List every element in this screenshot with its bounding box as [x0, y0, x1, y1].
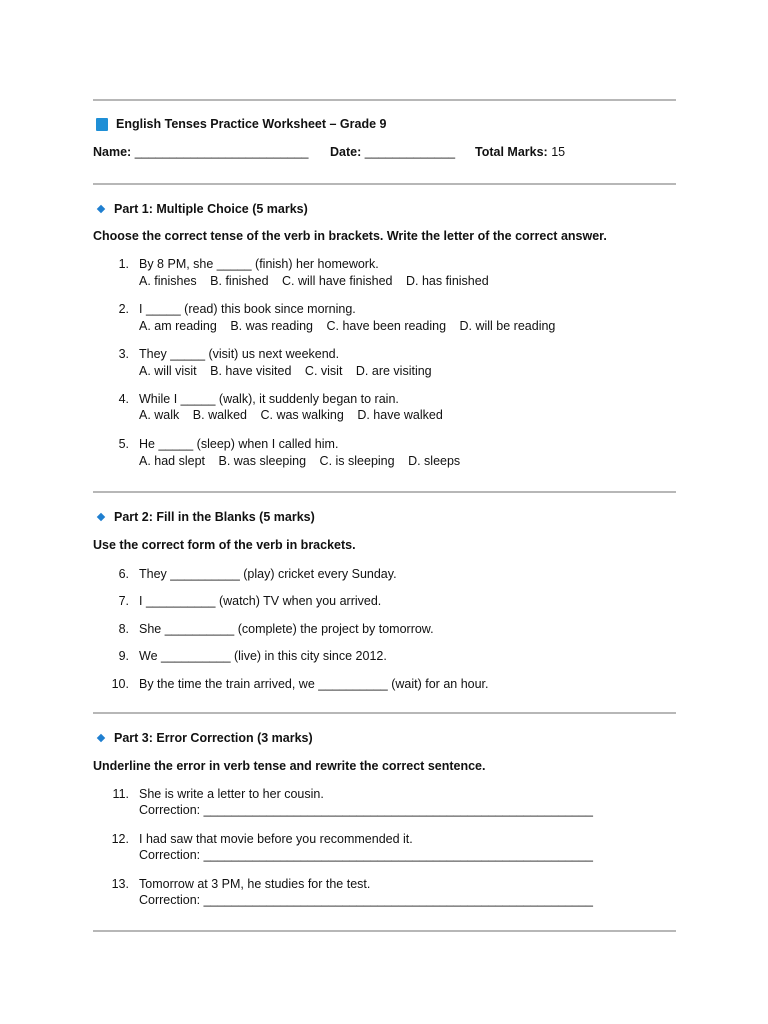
- correction-line-11: Correction: ________________________________________________________: [139, 803, 593, 817]
- question-text: I had saw that movie before you recommended it.: [139, 832, 413, 846]
- divider: [93, 99, 676, 101]
- part1-instruction: Choose the correct tense of the verb in brackets. Write the letter of the correct answer.: [93, 229, 607, 243]
- part3-instruction: Underline the error in verb tense and rewrite the correct sentence.: [93, 759, 486, 773]
- title-text: English Tenses Practice Worksheet – Grade 9: [116, 117, 387, 131]
- question-number: 5.: [118, 437, 129, 451]
- question-number: 6.: [118, 567, 129, 581]
- question-text: She __________ (complete) the project by tomorrow.: [139, 622, 434, 636]
- option-b: B. walked: [192, 408, 247, 422]
- question-number: 11.: [112, 787, 129, 801]
- option-b: B. have visited: [210, 364, 292, 378]
- question-text: They _____ (visit) us next weekend.: [139, 347, 340, 361]
- question-number: 2.: [118, 302, 129, 316]
- name-label: Name:: [93, 145, 132, 159]
- part1-heading: [96, 202, 308, 216]
- divider: [93, 183, 676, 185]
- divider: [93, 930, 676, 932]
- correction-line-12: Correction: ________________________________________________________: [139, 848, 593, 862]
- date-label: Date:: [330, 145, 362, 159]
- option-c: C. have been reading: [326, 319, 447, 333]
- option-a: A. finishes: [139, 274, 197, 288]
- date-field: [330, 145, 455, 159]
- marks-label: Total Marks:: [475, 145, 548, 159]
- diamond-bullet-icon: [97, 205, 105, 213]
- question-text: While I _____ (walk), it suddenly began to rain.: [139, 392, 399, 406]
- part1-heading-text: Part 1: Multiple Choice (5 marks): [114, 202, 308, 216]
- correction-line-13: Correction: ________________________________________________________: [139, 893, 593, 907]
- options-2: [139, 319, 565, 333]
- option-b: B. was reading: [230, 319, 313, 333]
- total-marks: [475, 145, 565, 159]
- option-b: B. finished: [210, 274, 269, 288]
- part3-heading-text: Part 3: Error Correction (3 marks): [114, 731, 313, 745]
- option-a: A. will visit: [139, 364, 197, 378]
- option-a: A. walk: [139, 408, 180, 422]
- question-number: 10.: [111, 677, 129, 691]
- option-d: D. are visiting: [355, 364, 432, 378]
- question-number: 4.: [118, 392, 129, 406]
- name-blank: _________________________: [134, 145, 309, 159]
- student-info-row: [93, 145, 309, 159]
- option-c: C. will have finished: [282, 274, 393, 288]
- options-3: [139, 364, 442, 378]
- option-d: D. sleeps: [408, 454, 461, 468]
- book-icon: [96, 118, 108, 131]
- part2-heading: [96, 510, 315, 524]
- option-d: D. will be reading: [459, 319, 556, 333]
- question-number: 8.: [118, 622, 129, 636]
- question-number: 1.: [118, 257, 129, 271]
- question-text: They __________ (play) cricket every Sunday.: [139, 567, 397, 581]
- divider: [93, 712, 676, 714]
- marks-value: 15: [551, 145, 566, 159]
- question-text: By the time the train arrived, we __________ (wait) for an hour.: [139, 677, 489, 691]
- question-text: Tomorrow at 3 PM, he studies for the test.: [139, 877, 371, 891]
- option-c: C. visit: [304, 364, 343, 378]
- question-number: 13.: [111, 877, 129, 891]
- option-c: C. was walking: [260, 408, 344, 422]
- option-a: A. am reading: [139, 319, 217, 333]
- question-text: I _____ (read) this book since morning.: [139, 302, 356, 316]
- option-c: C. is sleeping: [319, 454, 395, 468]
- options-1: [139, 274, 499, 288]
- diamond-bullet-icon: [97, 513, 105, 521]
- option-d: D. have walked: [357, 408, 443, 422]
- diamond-bullet-icon: [97, 734, 105, 742]
- question-text: By 8 PM, she _____ (finish) her homework.: [139, 257, 379, 271]
- question-number: 3.: [118, 347, 129, 361]
- question-text: He _____ (sleep) when I called him.: [139, 437, 339, 451]
- option-a: A. had slept: [139, 454, 206, 468]
- divider: [93, 491, 676, 493]
- worksheet-title: [96, 117, 386, 131]
- part2-heading-text: Part 2: Fill in the Blanks (5 marks): [114, 510, 315, 524]
- question-text: She is write a letter to her cousin.: [139, 787, 324, 801]
- option-b: B. was sleeping: [218, 454, 307, 468]
- question-number: 12.: [111, 832, 129, 846]
- options-4: [139, 408, 453, 422]
- question-text: I __________ (watch) TV when you arrived.: [139, 594, 382, 608]
- part2-instruction: Use the correct form of the verb in brackets.: [93, 538, 356, 552]
- option-d: D. has finished: [405, 274, 489, 288]
- question-number: 9.: [118, 649, 129, 663]
- question-text: We __________ (live) in this city since 2012.: [139, 649, 387, 663]
- question-number: 7.: [118, 594, 129, 608]
- date-blank: _____________: [364, 145, 456, 159]
- options-5: [139, 454, 470, 468]
- part3-heading: [96, 731, 313, 745]
